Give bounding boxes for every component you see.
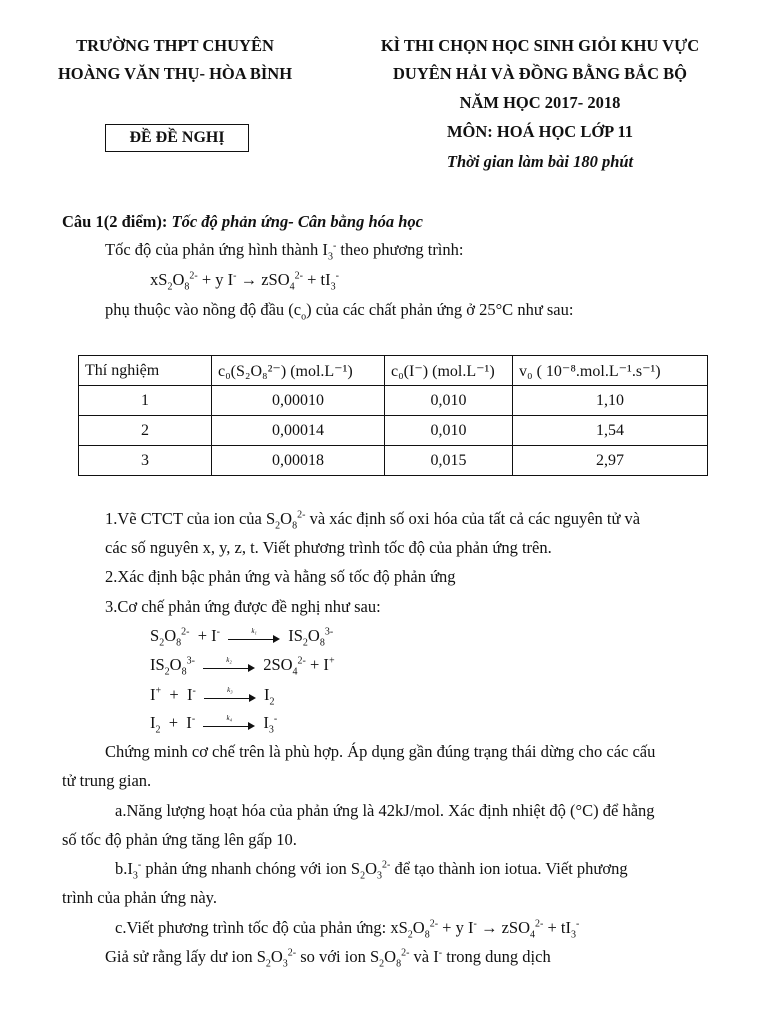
kinetics-data-table bbox=[78, 355, 708, 476]
proof-line1: Chứng minh cơ chế trên là phù hợp. Áp dụng gần đúng trạng thái dừng cho các cấu bbox=[105, 742, 656, 761]
table-cell: 0,015 bbox=[385, 446, 513, 476]
mechanism-step3: I+ + I- k₃ $I_2$ bbox=[150, 685, 275, 708]
table-header: c₀(S₂O₈²⁻) (mol.L⁻¹) bbox=[212, 356, 385, 386]
assumption-line: Giả sử rằng lấy dư ion $S_2O_3^{2-}$ so với ion $S_2O_8^{2-}$ và I- trong dung dịch bbox=[105, 947, 551, 970]
mechanism-step4: $I_2 + I^-$ k₄ $I_3^-$ bbox=[150, 713, 278, 736]
item2: 2.Xác định bậc phản ứng và hằng số tốc độ phản ứng bbox=[105, 567, 456, 586]
proposed-exam-badge: ĐỀ ĐỀ NGHỊ bbox=[105, 124, 249, 152]
mechanism-step2: $IS_2O_8^{3-}$ k₂ $2SO_4^{2-} + I^+$ bbox=[150, 655, 335, 678]
school-year: NĂM HỌC 2017- 2018 bbox=[459, 93, 621, 112]
exam-duration: Thời gian làm bài 180 phút bbox=[446, 152, 634, 171]
table-cell: 1 bbox=[79, 386, 212, 416]
proof-line2: tử trung gian. bbox=[62, 771, 152, 790]
table-row bbox=[79, 386, 708, 416]
item1-line2: các số nguyên x, y, z, t. Viết phương trình tốc độ của phản ứng trên. bbox=[105, 538, 552, 557]
exam-title-line2: DUYÊN HẢI VÀ ĐỒNG BẰNG BẮC BỘ bbox=[393, 64, 687, 83]
table-header: Thí nghiệm bbox=[79, 356, 212, 386]
table-cell: 0,010 bbox=[385, 386, 513, 416]
arrow-k4: k₄ bbox=[203, 717, 255, 731]
table-cell: 0,00014 bbox=[212, 416, 385, 446]
arrow-k3: k₃ bbox=[204, 689, 256, 703]
table-cell: 0,00010 bbox=[212, 386, 385, 416]
table-cell: 0,010 bbox=[385, 416, 513, 446]
question1-heading bbox=[62, 212, 423, 232]
table-cell: 1,54 bbox=[513, 416, 708, 446]
table-header-row bbox=[79, 356, 708, 386]
table-cell: 3 bbox=[79, 446, 212, 476]
school-name-line1: TRƯỜNG THPT CHUYÊN bbox=[76, 36, 274, 55]
item-b-line2: trình của phản ứng này. bbox=[62, 888, 217, 907]
table-cell: 1,10 bbox=[513, 386, 708, 416]
reaction-equation: $xS_2O_8^{2-} + y$ $I^- \to zSO_4^{2-} + tI_3^-$ bbox=[150, 270, 339, 293]
mechanism-step1: $S_2O_8^{2-} + I^-$ k₁ $IS_2O_8^{3-}$ bbox=[150, 626, 334, 649]
table-row bbox=[79, 416, 708, 446]
table-row bbox=[79, 446, 708, 476]
item-b-line1: $b.I_3^-$ phản ứng nhanh chóng với ion $S_2O_3^{2-}$ để tạo thành ion iotua. Viết phương bbox=[115, 859, 628, 882]
arrow-k1: k₁ bbox=[228, 630, 280, 644]
item3: 3.Cơ chế phản ứng được đề nghị như sau: bbox=[105, 597, 381, 616]
item-a-line2: số tốc độ phản ứng tăng lên gấp 10. bbox=[62, 830, 297, 849]
school-name-line2: HOÀNG VĂN THỤ- HÒA BÌNH bbox=[57, 64, 293, 83]
table-header: c₀(I⁻) (mol.L⁻¹) bbox=[385, 356, 513, 386]
dependence-text: phụ thuộc vào nồng độ đầu $(c_o)$ của các chất phản ứng ở 25°C như sau: bbox=[105, 300, 574, 323]
question1-topic: Tốc độ phản ứng- Cân bằng hóa học bbox=[171, 212, 424, 231]
table-cell: 0,00018 bbox=[212, 446, 385, 476]
question1-label: Câu 1(2 điểm): bbox=[62, 212, 168, 231]
arrow-k2: k₂ bbox=[203, 659, 255, 673]
item-c: c.Viết phương trình tốc độ của phản ứng: $xS_2O_8^{2-} + y$ $I^- \to zSO_4^{2-} + tI_3^-$ bbox=[115, 918, 580, 941]
table-cell: 2,97 bbox=[513, 446, 708, 476]
exam-title-line1: KÌ THI CHỌN HỌC SINH GIỎI KHU VỰC bbox=[380, 36, 700, 55]
table-cell: 2 bbox=[79, 416, 212, 446]
item1-line1: 1.Vẽ CTCT của ion của $S_2O_8^{2-}$ và xác định số oxi hóa của tất cả các nguyên tử và bbox=[105, 509, 641, 532]
table-header: v₀ ( 10⁻⁸.mol.L⁻¹.s⁻¹) bbox=[513, 356, 708, 386]
item-a-line1: a.Năng lượng hoạt hóa của phản ứng là 42kJ/mol. Xác định nhiệt độ (°C) để hằng bbox=[115, 801, 655, 820]
question1-intro: Tốc độ của phản ứng hình thành $I_3^-$ theo phương trình: bbox=[105, 240, 464, 263]
subject-title: MÔN: HOÁ HỌC LỚP 11 bbox=[446, 122, 634, 141]
